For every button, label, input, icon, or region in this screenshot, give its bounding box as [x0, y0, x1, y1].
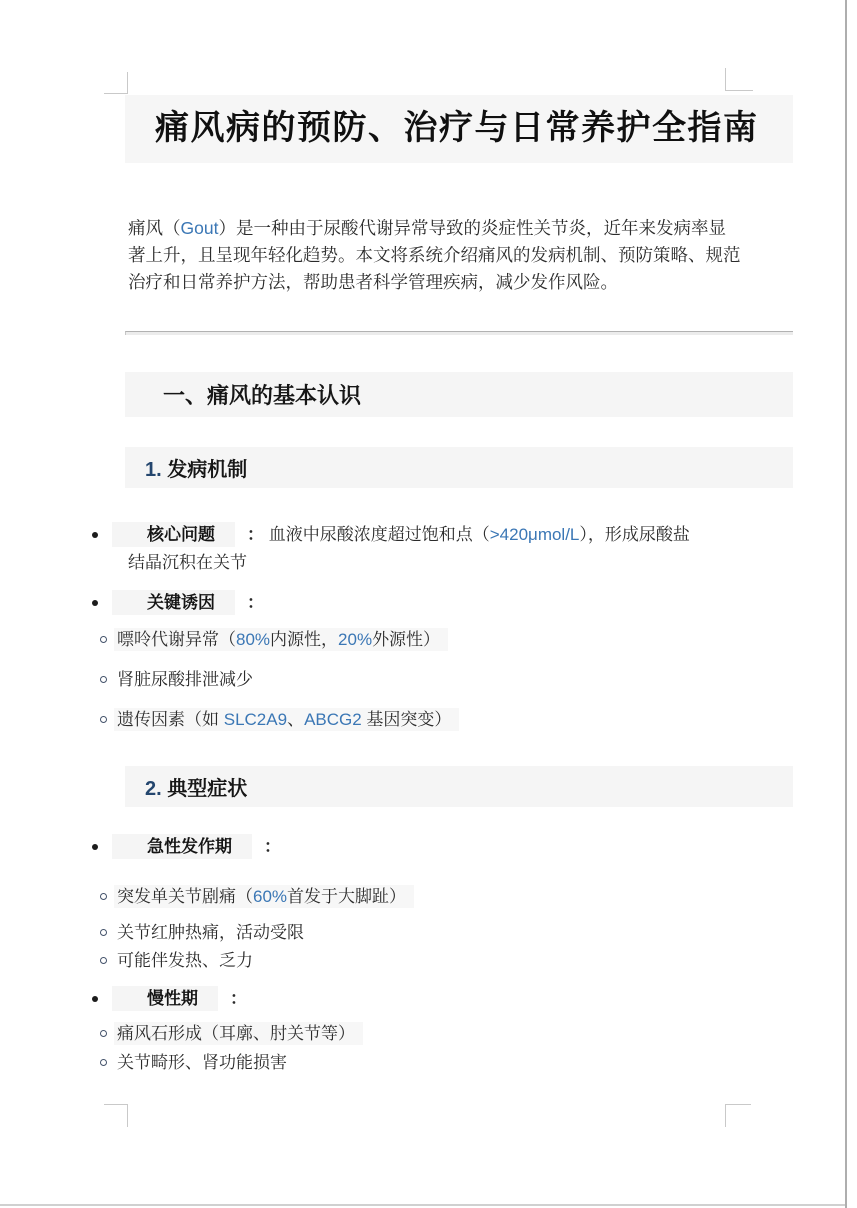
text-segment: SLC2A9	[223, 710, 288, 729]
sub-item-text	[114, 885, 414, 908]
text-segment: 结晶沉积在关节	[128, 553, 247, 572]
sub-list-item-red-swelling[interactable]	[117, 921, 793, 945]
text-segment: ）是一种由于尿酸代谢异常导致的炎症性关节炎，近年来发病率显	[218, 218, 726, 238]
intro-line	[128, 215, 793, 242]
margin-corner-bottom-left	[104, 1104, 128, 1127]
text-segment: 发病机制	[161, 459, 248, 481]
text-segment: 2.	[145, 778, 162, 800]
subheading-pathogenesis[interactable]	[125, 447, 793, 488]
text-segment: Gout	[180, 218, 219, 238]
horizontal-divider	[125, 331, 793, 335]
document-title[interactable]: 痛风病的预防、治疗与日常养护全指南	[125, 95, 793, 163]
text-segment: 血液中尿酸浓度超过饱和点（	[268, 525, 490, 544]
bullet-colon: ：	[247, 593, 264, 612]
text-segment: 60%	[253, 887, 288, 906]
bullet-label-acute-phase: 急性发作期	[112, 834, 252, 859]
text-segment: >420μmol/L	[489, 525, 580, 544]
text-segment: 关节红肿热痛，活动受限	[117, 923, 304, 942]
text-segment: ABCG2	[304, 710, 362, 729]
subheading-symptoms[interactable]	[125, 766, 793, 807]
text-segment: 基因突变）	[361, 710, 452, 729]
sub-item-text	[114, 1022, 363, 1045]
text-segment: 典型症状	[161, 778, 248, 800]
list-item-core-issue[interactable]	[128, 521, 793, 577]
text-segment: 肾脏尿酸排泄减少	[117, 670, 253, 689]
text-segment: 痛风（	[128, 218, 181, 238]
sub-item-text	[117, 951, 253, 970]
text-segment: 关节畸形、肾功能损害	[117, 1053, 287, 1072]
intro-paragraph[interactable]	[128, 215, 793, 296]
sub-list-item-fever-fatigue[interactable]	[117, 949, 793, 973]
sub-item-text	[117, 670, 253, 689]
bullet-label-chronic-phase: 慢性期	[112, 986, 218, 1011]
margin-corner-top-left	[104, 72, 128, 94]
list-item-chronic-phase[interactable]	[128, 985, 793, 1013]
text-segment: 首发于大脚趾）	[287, 887, 407, 906]
sub-item-text	[117, 1053, 287, 1072]
page-bottom-border	[0, 1204, 845, 1206]
text-segment: 20%	[338, 630, 373, 649]
bullet-label-key-triggers: 关键诱因	[112, 590, 235, 615]
bullet-colon: ：	[247, 525, 264, 544]
sub-list-item-kidney[interactable]	[117, 668, 793, 692]
bullet-label-core-issue: 核心问题	[112, 522, 235, 547]
document-content	[117, 95, 793, 1075]
text-segment: 嘌呤代谢异常（	[117, 630, 236, 649]
text-segment: 80%	[236, 630, 271, 649]
intro-line	[128, 269, 793, 296]
sub-item-text	[114, 628, 448, 651]
sub-item-text	[114, 708, 459, 731]
text-segment: 1.	[145, 459, 162, 481]
sub-item-text	[117, 923, 304, 942]
bullet-colon: ：	[264, 837, 281, 856]
margin-corner-top-right	[725, 68, 753, 91]
text-segment: 、	[287, 710, 305, 729]
list-item-acute-phase[interactable]	[128, 833, 793, 861]
text-segment: 内源性，	[270, 630, 339, 649]
sub-list-item-deformity[interactable]	[117, 1051, 793, 1075]
intro-line	[128, 242, 793, 269]
sub-list-item-tophi[interactable]	[117, 1022, 793, 1046]
text-segment: 痛风石形成（耳廓、肘关节等）	[117, 1024, 355, 1043]
text-segment: 治疗和日常养护方法，帮助患者科学管理疾病，减少发作风险。	[128, 272, 618, 292]
text-segment: 可能伴发热、乏力	[117, 951, 253, 970]
text-segment: 突发单关节剧痛（	[117, 887, 253, 906]
margin-corner-bottom-right	[725, 1104, 751, 1127]
list-item-key-triggers[interactable]	[128, 589, 793, 617]
text-segment: 著上升，且呈现年轻化趋势。本文将系统介绍痛风的发病机制、预防策略、规范	[128, 245, 741, 265]
sub-list-item-sudden-pain[interactable]	[117, 885, 793, 909]
page-right-border	[845, 0, 847, 1208]
bullet-colon: ：	[230, 989, 247, 1008]
sub-list-item-purine[interactable]	[117, 628, 793, 652]
text-segment: 遗传因素（如	[117, 710, 224, 729]
sub-list-item-genetic[interactable]	[117, 708, 793, 732]
text-segment: 外源性）	[372, 630, 441, 649]
section-heading-basics[interactable]: 一、痛风的基本认识	[125, 372, 793, 417]
text-segment: ），形成尿酸盐	[579, 525, 690, 544]
